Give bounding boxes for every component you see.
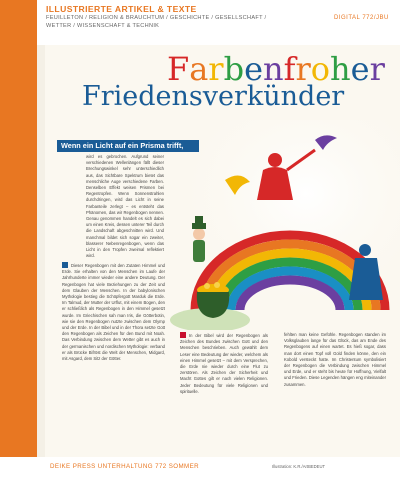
headline-letter: b [223, 50, 245, 88]
kicker-bar: Wenn ein Licht auf ein Prisma trifft, [57, 140, 199, 152]
body-column-2-text: In der Bibel wird der Regenbogen als Zeichen des Bundes zwischen Gott und den Menschen beschrieben. Auch gewählt dem Leser eine Bedeutung der wieder, welchem als einen Himmel gesetzt – mit dem Versprechen, die Erde nie wieder durch eine Flut zu zerstören. Als Zeichen der Sicherheit und Macht Gottes gilt er nach vielen Religionen. Jeder Bedeutung für viele Religionen und spirituelle. [180, 333, 268, 394]
digital-label: DIGITAL 772/JBU [334, 15, 389, 21]
body-column-2 [180, 332, 268, 395]
body-column-1-lower [62, 262, 165, 362]
headline-letter: h [330, 50, 351, 88]
headline-letter: F [167, 50, 190, 88]
headline-letter: r [369, 50, 385, 88]
section-subtitle: FEUILLETON / RELIGION & BRAUCHTUM / GESCHICHTE / GESELLSCHAFT / WETTER / WISSENSCHAFT & TECHNIK [46, 15, 267, 29]
page-number: 18 [10, 462, 19, 471]
headline-letter: r [208, 50, 224, 88]
body-column-3: fehlten man keine Gefühle. Regenbogen standen im Volksglauben lange für das Glück, das am Ende des Regenbogens auf einen wartet. Es hieß sogar, dass man dort einen Topf voll Gold finden könne, den ein Kobold versteckt hatte. Im Christentum symbolisiert der Regenbogen die Verbindung zwischen Himmel und Erde, und er steht bis heute für Hoffnung, Vielfalt und Frieden. Diese Legenden hängen eng miteinander zusammen. [284, 332, 386, 387]
body-column-1-lower-text: Dieser Regenbogen mit den Zutaten Himmel und Erde. Sie erhalten von den Menschen im Laufe der Jahrhunderte immer wieder eine andere Deutung. Der Regenbogen hat viele Beziehungen zu der Zeit und dem Glauben der Menschen. In der babylonischen Mythologie bestieg die Schöpfergott Marduk die Erde. Im Talmud, der Mutter der Urflut, mit einem Bogen, den er schließlich als Regenbogen in den Himmel gesetzt wurde. Im Griechischen sah man Iris, die Götterbotin, wie sie den Regenbogen nutzte zwischen dem Olymp und der Erde. In der Bibel und in der Thora setzte Gott den Regenbogen als Zeichen für den Bund mit Noah. Das Verbindung zwischen dem Wetter gibt es auch in der germanischen und nordischen Mythologie: verband er als Brücke Bifröst die Welt der Menschen, Midgard, mit Asgard, dem Sitz der Götter. [62, 263, 165, 362]
headline-letter: e [244, 50, 263, 88]
section-title: ILLUSTRIERTE ARTIKEL & TEXTE [46, 4, 197, 14]
publication-name: DEIKE PRESS UNTERHALTUNG 772 SOMMER [50, 463, 200, 470]
section-marker-blue [62, 262, 68, 268]
headline-letter: e [350, 50, 370, 88]
headline-letter: a [189, 50, 209, 88]
body-column-1: wird es gebrochen. Aufgrund seiner verschiedenen Wellenlängen fällt dieser Brechungswinkel sehr unterschiedlich aus, das Sichtbare Spektrum bietet das menschliche Auge verschiedene Farben. Denselben Effekt weisen Prismen bei Regentropfen. Wenn Sonnenstrahlen durchdringen, wird das Licht in seine Farbanteile zerlegt – es entsteht das Phänomen, das wir Regenbogen nennen. Genau genommen handelt es sich dabei um einen Kreis, dessen unterer Teil durch die Landschaft abgeschnitten wird. Und manchmal bildet sich sogar ein zweiter, blasserer Nebenregenbogen, wenn das Licht in den Tropfen zweimal reflektiert wird. [86, 154, 164, 259]
section-marker-red [180, 332, 186, 338]
illustration-credit: Illustration: K.R./ArtBEDEUT [272, 464, 326, 469]
headline-line2: Friedensverkünder [82, 81, 345, 112]
headline-letter: n [263, 50, 284, 88]
headline-letter: r [295, 50, 311, 88]
pot-of-gold [197, 282, 229, 318]
rainbow-illustration [165, 120, 400, 330]
page-edge-stripe [0, 0, 37, 477]
headline-letter: f [283, 50, 296, 88]
headline-letter: o [310, 50, 331, 88]
